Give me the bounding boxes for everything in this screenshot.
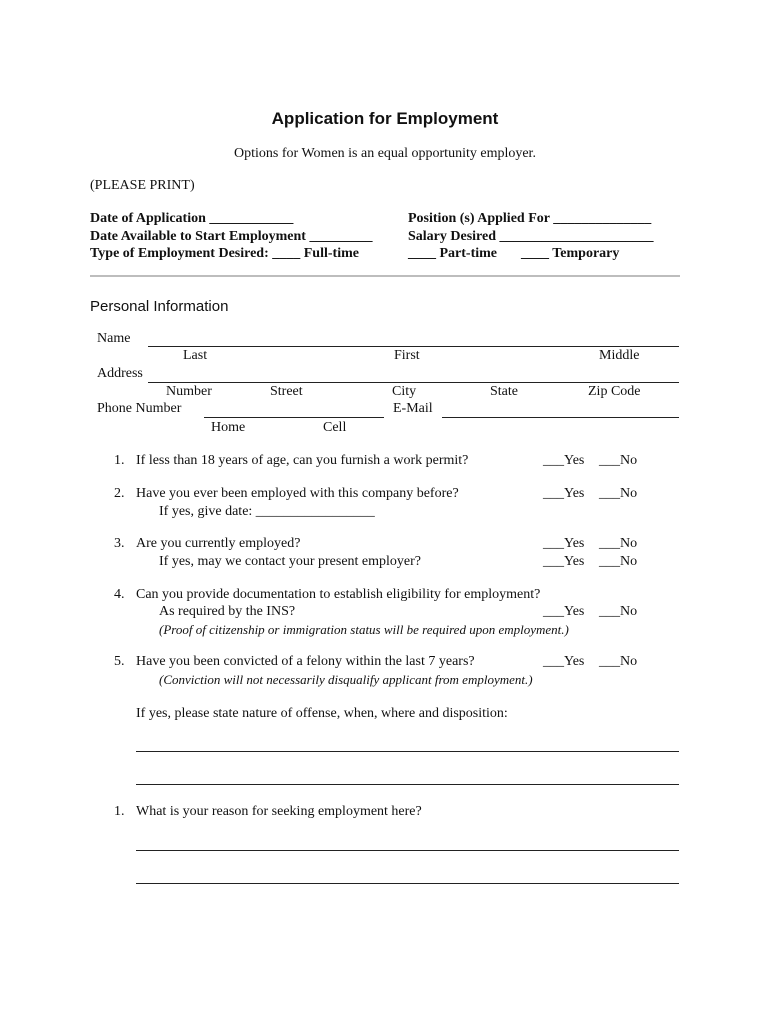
position-applied-field[interactable]: Position (s) Applied For ______________ [408,211,652,226]
no-option[interactable]: ___No [599,453,638,468]
question-number: 5. [114,654,125,669]
home-caption: Home [211,420,246,435]
middle-name-caption: Middle [599,348,640,363]
yes-option[interactable]: ___Yes [543,536,585,551]
question-number: 1. [114,804,125,819]
state-caption: State [490,384,518,399]
previous-employment-date-field[interactable]: If yes, give date: _________________ [159,504,375,519]
date-of-application-field[interactable]: Date of Application ____________ [90,211,294,226]
address-input-line[interactable] [148,382,679,383]
question-subtext: If yes, may we contact your present employer? [159,554,422,569]
yes-option[interactable]: ___Yes [543,604,585,619]
reason-answer-line[interactable] [136,883,679,884]
reason-question-text: What is your reason for seeking employment here? [136,804,422,819]
felony-answer-line[interactable] [136,751,679,752]
salary-desired-field[interactable]: Salary Desired ______________________ [408,229,654,244]
question-number: 1. [114,453,125,468]
cell-caption: Cell [323,420,347,435]
yes-option[interactable]: ___Yes [543,654,585,669]
equal-opportunity-statement: Options for Women is an equal opportunity employer. [234,146,536,161]
no-option[interactable]: ___No [599,536,638,551]
question-number: 2. [114,486,125,501]
email-label: E-Mail [393,401,433,416]
no-option[interactable]: ___No [599,486,638,501]
please-print-note: (PLEASE PRINT) [90,178,195,193]
employment-type-parttime[interactable]: ____ Part-time [408,246,498,261]
zip-caption: Zip Code [588,384,641,399]
question-text: If less than 18 years of age, can you furnish a work permit? [136,453,469,468]
no-option[interactable]: ___No [599,554,638,569]
section-divider [90,275,680,277]
last-name-caption: Last [183,348,208,363]
email-input-line[interactable] [442,417,679,418]
number-caption: Number [166,384,212,399]
city-caption: City [392,384,417,399]
question-text: Have you been convicted of a felony within the last 7 years? [136,654,475,669]
reason-answer-line[interactable] [136,850,679,851]
personal-info-heading: Personal Information [90,298,229,315]
question-text: Can you provide documentation to establish eligibility for employment? [136,587,541,602]
no-option[interactable]: ___No [599,654,638,669]
name-input-line[interactable] [148,346,679,347]
felony-followup-prompt: If yes, please state nature of offense, when, where and disposition: [136,706,508,721]
question-note: (Conviction will not necessarily disqualify applicant from employment.) [159,672,533,687]
address-label: Address [97,366,143,381]
question-text: Have you ever been employed with this company before? [136,486,459,501]
question-text: Are you currently employed? [136,536,301,551]
no-option[interactable]: ___No [599,604,638,619]
yes-option[interactable]: ___Yes [543,486,585,501]
yes-option[interactable]: ___Yes [543,453,585,468]
question-subtext: As required by the INS? [159,604,296,619]
yes-option[interactable]: ___Yes [543,554,585,569]
employment-type-fulltime[interactable]: Type of Employment Desired: ____ Full-time [90,246,359,261]
phone-input-line[interactable] [204,417,384,418]
first-name-caption: First [394,348,420,363]
page-title: Application for Employment [271,109,499,128]
name-label: Name [97,331,131,346]
date-available-field[interactable]: Date Available to Start Employment _________ [90,229,373,244]
question-number: 3. [114,536,125,551]
street-caption: Street [270,384,303,399]
felony-answer-line[interactable] [136,784,679,785]
question-note: (Proof of citizenship or immigration status will be required upon employment.) [159,622,569,637]
question-number: 4. [114,587,125,602]
employment-type-temporary[interactable]: ____ Temporary [521,246,620,261]
phone-label: Phone Number [97,401,182,416]
